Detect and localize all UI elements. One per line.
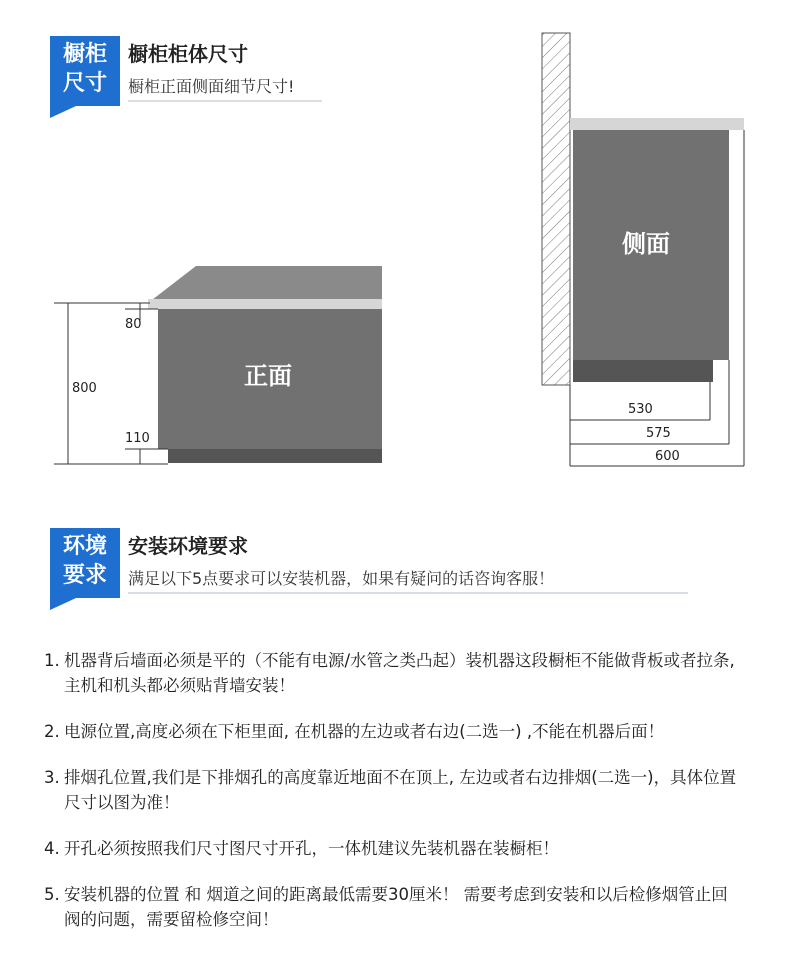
requirement-number: 4. [44, 839, 60, 858]
front-view [54, 266, 382, 464]
front-dim-bottom: 110 [125, 431, 150, 446]
front-label: 正面 [244, 362, 292, 390]
section1-title: 橱柜柜体尺寸 [128, 42, 248, 66]
side-wall [542, 33, 570, 385]
badge-line1: 橱柜 [62, 42, 107, 67]
side-plinth [573, 360, 713, 382]
requirement-number: 5. [44, 885, 60, 904]
requirement-item [44, 765, 744, 815]
requirement-item [44, 719, 744, 744]
section2-subtitle: 满足以下5点要求可以安装机器，如果有疑问的话咨询客服！ [128, 569, 555, 588]
requirement-item [44, 882, 744, 932]
cabinet-diagram [0, 0, 790, 480]
requirements-list [44, 648, 744, 953]
requirement-item [44, 836, 744, 861]
badge-line2: 要求 [62, 563, 107, 588]
side-dim-600: 600 [655, 449, 680, 464]
side-dim-575: 575 [646, 426, 671, 441]
front-plinth [168, 449, 382, 463]
badge-tail [50, 598, 76, 610]
requirement-text: 排烟孔位置,我们是下排烟孔的高度靠近地面不在顶上, 左边或者右边排烟(二选一)，具体位置尺寸以图为准！ [64, 768, 737, 812]
front-dim-top: 80 [125, 317, 142, 332]
requirement-item [44, 648, 744, 698]
side-dim-530: 530 [628, 402, 653, 417]
badge-line2: 尺寸 [62, 71, 107, 96]
section2-title: 安装环境要求 [128, 534, 248, 558]
section1-subtitle: 橱柜正面侧面细节尺寸! [128, 77, 295, 96]
front-dim-total: 800 [72, 381, 97, 396]
requirement-text: 电源位置,高度必须在下柜里面, 在机器的左边或者右边(二选一) ,不能在机器后面！ [64, 722, 665, 741]
side-label: 侧面 [622, 230, 670, 258]
requirement-number: 2. [44, 722, 60, 741]
requirement-text: 开孔必须按照我们尺寸图尺寸开孔，一体机建议先装机器在装橱柜！ [64, 839, 559, 858]
section2-badge [50, 528, 120, 598]
requirement-number: 3. [44, 768, 60, 787]
requirement-number: 1. [44, 651, 60, 670]
badge-line1: 环境 [62, 534, 107, 559]
side-countertop [570, 118, 744, 130]
front-countertop-top [148, 266, 382, 303]
section2-underline [128, 592, 688, 594]
requirement-text: 安装机器的位置 和 烟道之间的距离最低需要30厘米！ 需要考虑到安装和以后检修烟管止回阀的问题，需要留检修空间！ [64, 885, 728, 929]
section2-badge-text [50, 532, 120, 590]
front-countertop-edge [148, 299, 382, 309]
requirement-text: 机器背后墙面必须是平的（不能有电源/水管之类凸起）装机器这段橱柜不能做背板或者拉条,主机和机头都必须贴背墙安装！ [64, 651, 735, 695]
